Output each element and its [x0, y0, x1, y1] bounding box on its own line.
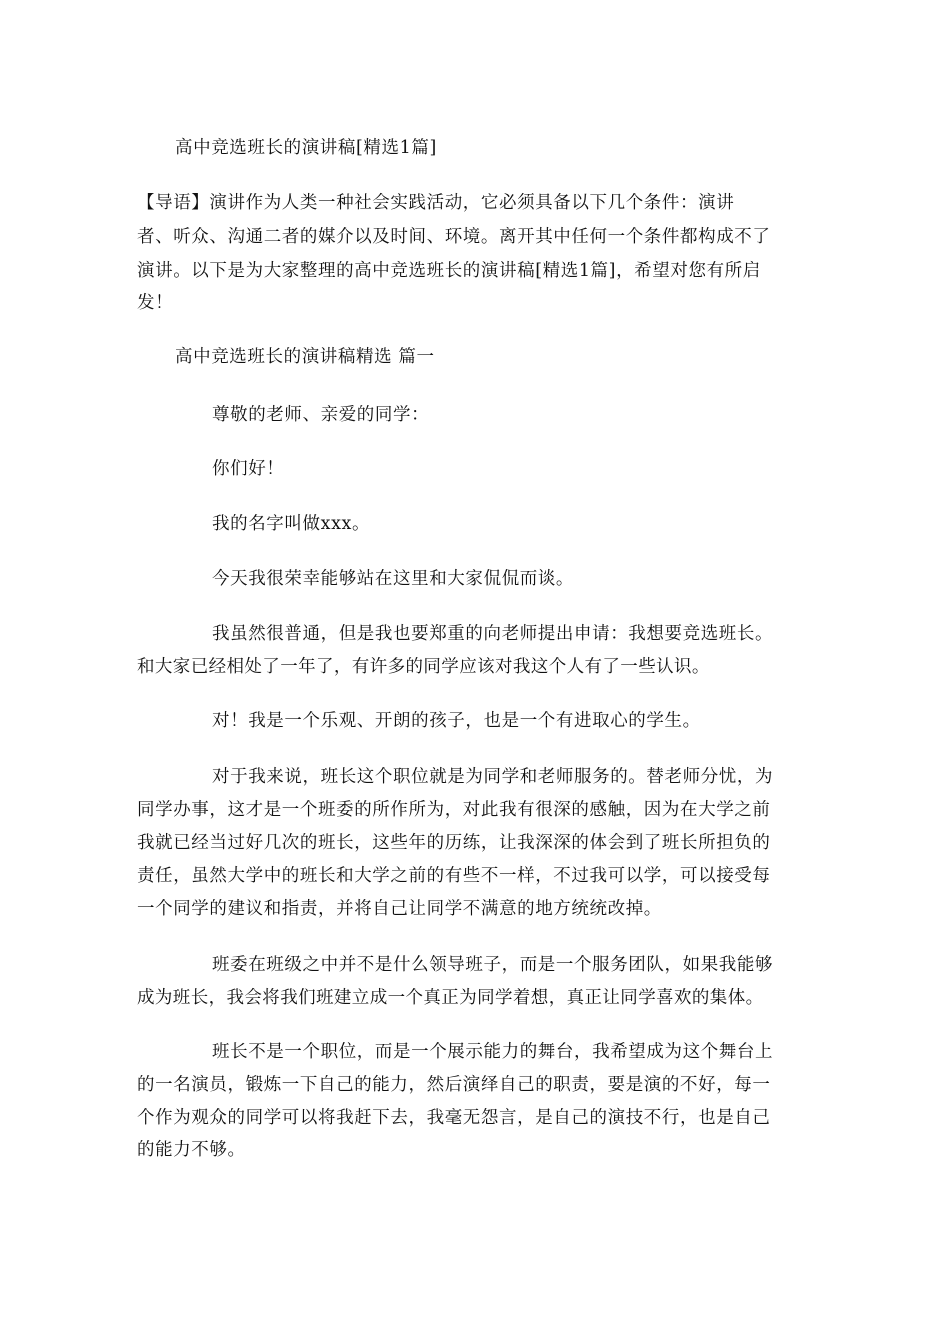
honor-line: 今天我很荣幸能够站在这里和大家侃侃而谈。 — [212, 569, 574, 589]
para-team-line-2: 成为班长，我会将我们班建立成一个真正为同学着想，真正让同学喜欢的集体。 — [137, 988, 764, 1008]
para-stage-line-4: 的能力不够。 — [137, 1140, 246, 1160]
greeting: 你们好！ — [212, 459, 285, 479]
salutation: 尊敬的老师、亲爱的同学： — [212, 405, 430, 425]
intro-line-3: 演讲。以下是为大家整理的高中竞选班长的演讲稿[精选1篇]，希望对您有所启 — [137, 261, 761, 281]
para-apply-line-2: 和大家已经相处了一年了，有许多的同学应该对我这个人有了一些认识。 — [137, 657, 710, 677]
intro-line-4: 发！ — [137, 293, 174, 313]
para-service-line-2: 同学办事，这才是一个班委的所作所为，对此我有很深的感触，因为在大学之前 — [137, 800, 771, 820]
para-self: 对！我是一个乐观、开朗的孩子，也是一个有进取心的学生。 — [212, 711, 701, 731]
para-service-line-5: 一个同学的建议和指责，并将自己让同学不满意的地方统统改掉。 — [137, 899, 662, 919]
name-line: 我的名字叫做xxx。 — [212, 514, 371, 534]
para-service-line-3: 我就已经当过好几次的班长，这些年的历练，让我深深的体会到了班长所担负的 — [137, 833, 771, 853]
para-service-line-1: 对于我来说，班长这个职位就是为同学和老师服务的。替老师分忧，为 — [212, 767, 774, 787]
para-stage-line-3: 个作为观众的同学可以将我赶下去，我毫无怨言，是自己的演技不行，也是自己 — [137, 1108, 771, 1128]
para-stage-line-1: 班长不是一个职位，而是一个展示能力的舞台，我希望成为这个舞台上 — [212, 1042, 774, 1062]
para-service-line-4: 责任，虽然大学中的班长和大学之前的有些不一样，不过我可以学，可以接受每 — [137, 866, 771, 886]
para-stage-line-2: 的一名演员，锻炼一下自己的能力，然后演绎自己的职责，要是演的不好，每一 — [137, 1075, 771, 1095]
para-team-line-1: 班委在班级之中并不是什么领导班子，而是一个服务团队，如果我能够 — [212, 955, 774, 975]
intro-line-1: 【导语】演讲作为人类一种社会实践活动，它必须具备以下几个条件：演讲 — [137, 193, 735, 213]
intro-line-2: 者、听众、沟通二者的媒介以及时间、环境。离开其中任何一个条件都构成不了 — [137, 227, 771, 247]
document-title: 高中竞选班长的演讲稿[精选1篇] — [175, 138, 437, 158]
section-heading: 高中竞选班长的演讲稿精选 篇一 — [175, 347, 435, 367]
para-apply-line-1: 我虽然很普通，但是我也要郑重的向老师提出申请：我想要竞选班长。 — [212, 624, 774, 644]
